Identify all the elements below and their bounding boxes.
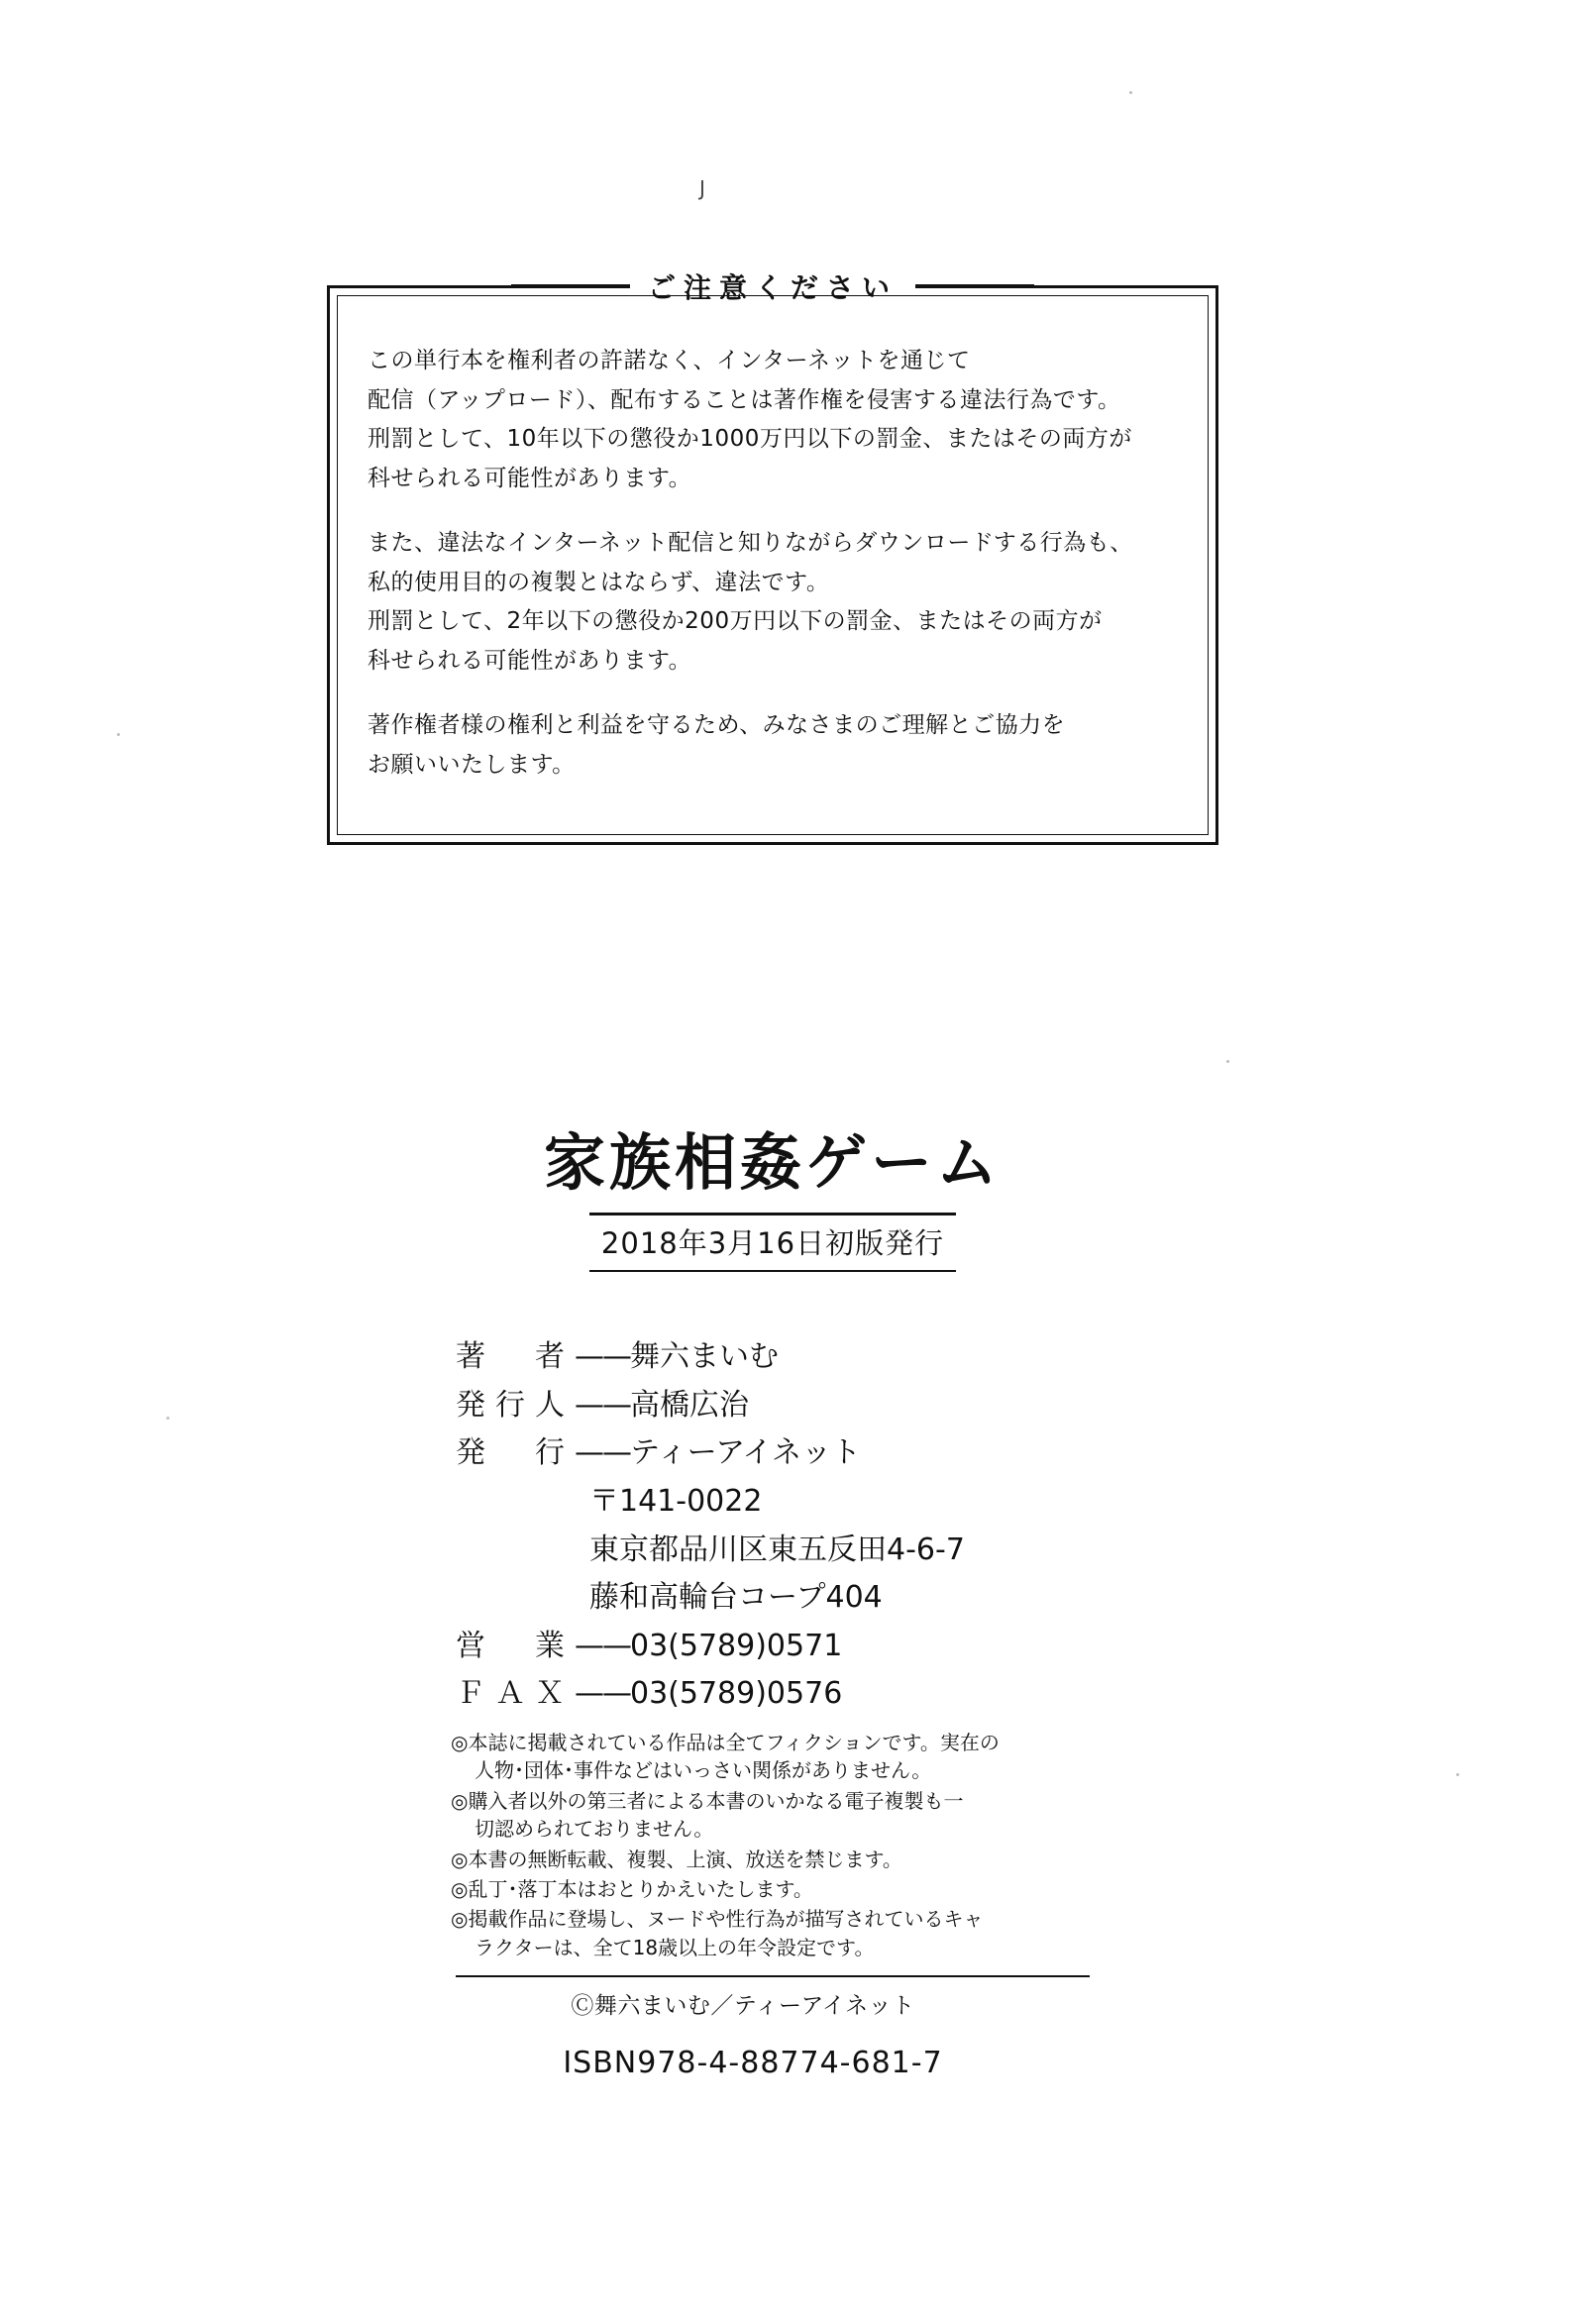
note-text: 掲載作品に登場し、ヌードや性行為が描写されているキャ <box>468 1907 984 1932</box>
notice-line: 科せられる可能性があります。 <box>368 465 692 491</box>
notice-title-rule-left <box>511 284 630 288</box>
notice-title-rule-right <box>915 284 1034 288</box>
legal-note-line <box>451 1877 813 1901</box>
legal-note <box>451 1905 1149 1961</box>
credit-dash: —— <box>575 1628 630 1663</box>
legal-note <box>451 1787 1149 1844</box>
credit-row-publisher <box>456 1429 1149 1478</box>
publish-date-divider <box>589 1270 956 1272</box>
title-divider <box>589 1213 956 1215</box>
scan-speck <box>1129 91 1132 94</box>
credit-value: 03(5789)0571 <box>630 1628 843 1663</box>
note-bullet: ◎ <box>451 1876 469 1901</box>
credit-value: ティーアイネット <box>630 1435 862 1471</box>
credit-label: ＦＡＸ <box>456 1676 575 1712</box>
notice-title: ご注意ください <box>630 266 915 306</box>
scan-artifact-mark: J <box>699 176 705 200</box>
notice-paragraph-1 <box>368 342 1186 498</box>
note-text: 乱丁･落丁本はおとりかえいたします。 <box>468 1876 813 1901</box>
isbn-line: ISBN978-4-88774-681-7 <box>563 2046 943 2081</box>
notice-line: お願いいたします。 <box>368 751 576 778</box>
legal-note <box>451 1875 1149 1903</box>
book-title: 家族相姦ゲーム <box>543 1126 1002 1199</box>
address-line-2: 東京都品川区東五反田4-6-7 <box>589 1532 965 1567</box>
legal-note-line <box>451 1731 1000 1754</box>
legal-note <box>451 1846 1149 1873</box>
notice-body <box>368 342 1186 785</box>
note-text-cont: ラクターは、全て18歳以上の年令設定です。 <box>475 1935 875 1959</box>
credit-value: 03(5789)0576 <box>630 1676 843 1712</box>
notice-title-row <box>330 266 1215 306</box>
copyright-line: Ⓒ舞六まいむ／ティーアイネット <box>571 1993 915 2020</box>
notice-line: 私的使用目的の複製とはならず、違法です。 <box>368 569 830 595</box>
notice-line: 科せられる可能性があります。 <box>368 647 692 674</box>
scan-speck <box>1226 1060 1229 1063</box>
legal-note-line <box>451 1907 983 1931</box>
legal-note-line <box>451 1848 902 1871</box>
credit-value: 高橋広治 <box>630 1387 749 1423</box>
credit-row-publisher-person <box>456 1382 1149 1430</box>
note-bullet: ◎ <box>451 1907 469 1932</box>
notice-paragraph-3 <box>368 706 1186 785</box>
credit-row-fax <box>456 1670 1149 1719</box>
note-bullet: ◎ <box>451 1788 469 1813</box>
address-line-1: 〒141-0022 <box>589 1483 763 1519</box>
notice-line: 配信（アップロード）、配布することは著作権を侵害する違法行為です。 <box>368 386 1121 413</box>
note-text-cont: 人物･団体･事件などはいっさい関係がありません。 <box>475 1758 932 1783</box>
notice-line: また、違法なインターネット配信と知りながらダウンロードする行為も、 <box>368 530 1133 557</box>
credit-dash: —— <box>575 1387 630 1423</box>
legal-notes-list <box>396 1729 1149 1961</box>
credit-dash: —— <box>575 1339 630 1375</box>
notice-line: 刑罰として、2年以下の懲役か200万円以下の罰金、またはその両方が <box>368 608 1103 635</box>
notice-line: 刑罰として、10年以下の懲役か1000万円以下の罰金、またはその両方が <box>368 426 1132 453</box>
note-bullet: ◎ <box>451 1730 469 1754</box>
credit-row-sales-phone <box>456 1623 1149 1671</box>
scan-speck <box>166 1417 169 1420</box>
note-text: 本書の無断転載、複製、上演、放送を禁じます。 <box>468 1847 902 1871</box>
colophon-block <box>396 1126 1149 2081</box>
notice-paragraph-2 <box>368 524 1186 681</box>
credit-dash: —— <box>575 1435 630 1471</box>
legal-note-line <box>451 1789 963 1813</box>
credit-value: 舞六まいむ <box>630 1339 779 1375</box>
legal-note <box>451 1729 1149 1785</box>
credits-list <box>396 1333 1149 1719</box>
address-line-3: 藤和高輪台コープ404 <box>589 1580 883 1616</box>
scan-speck <box>117 733 120 736</box>
note-text: 購入者以外の第三者による本書のいかなる電子複製も一 <box>468 1788 964 1813</box>
notice-line: この単行本を権利者の許諾なく、インターネットを通じて <box>368 348 971 373</box>
credit-label: 発 行 <box>456 1435 575 1471</box>
note-text: 本誌に掲載されている作品は全てフィクションです。実在の <box>468 1730 1000 1754</box>
credit-label: 発行人 <box>456 1387 575 1423</box>
colophon-divider <box>456 1975 1090 1977</box>
scan-speck <box>1456 1773 1459 1776</box>
credit-label: 営 業 <box>456 1628 575 1663</box>
notice-line: 著作権者様の権利と利益を守るため、みなさまのご理解とご協力を <box>368 712 1066 739</box>
note-bullet: ◎ <box>451 1847 469 1871</box>
credit-label: 著 者 <box>456 1339 575 1375</box>
publish-date: 2018年3月16日初版発行 <box>600 1226 945 1261</box>
credit-dash: —— <box>575 1676 630 1712</box>
copyright-notice-box <box>327 271 1218 845</box>
credit-row-author <box>456 1333 1149 1382</box>
note-text-cont: 切認められておりません。 <box>475 1817 714 1842</box>
